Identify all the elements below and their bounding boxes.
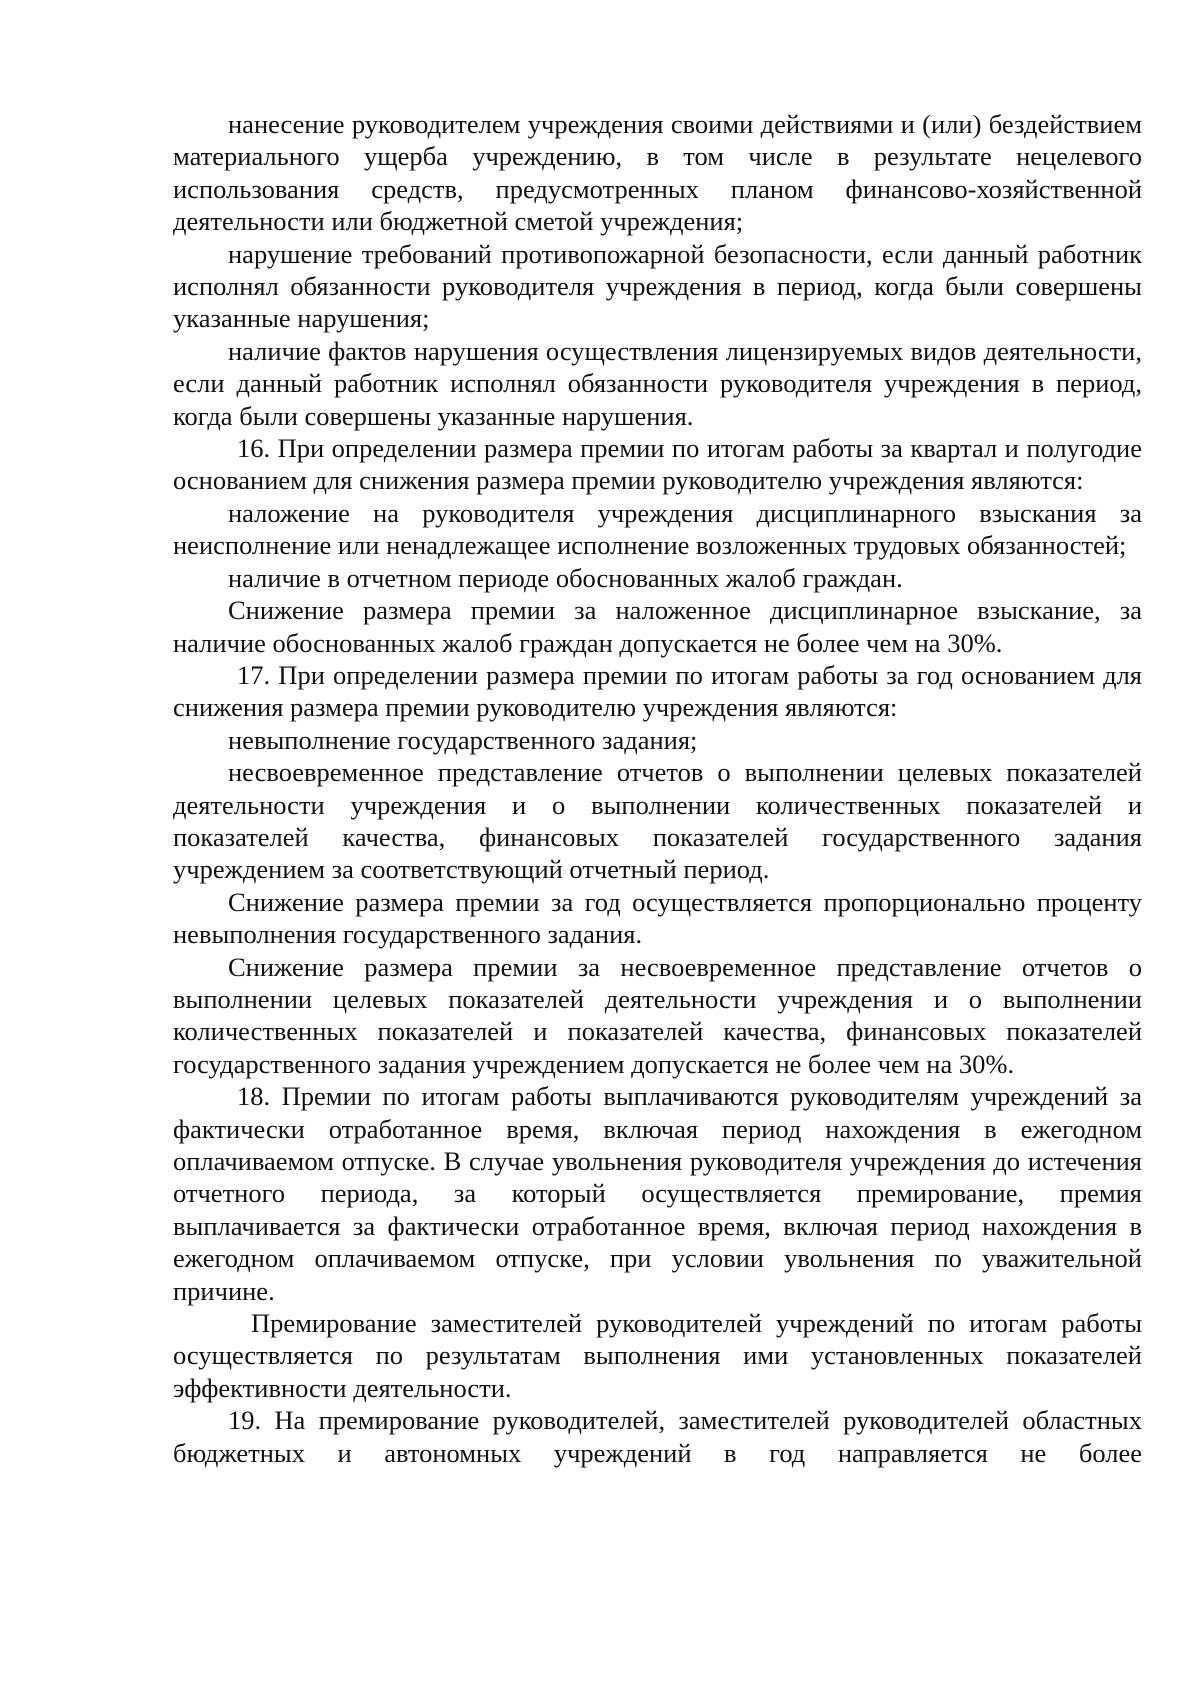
paragraph-deputy-bonuses: Премирование заместителей руководителей учреждений по итогам работы осуществляется по результатам выполнения ими установленных показателей эффективности деятельности. <box>173 1308 1142 1403</box>
clause-18: 18. Премии по итогам работы выплачиваются руководителям учреждений за фактически отработанное время, включая период нахождения в ежегодном оплачиваемом отпуске. В случае увольнения руководителя учреждения до истечения отчетного периода, за который осуществляется премирование, премия выплачивается за фактически отработанное время, включая период нахождения в ежегодном оплачиваемом отпуске, при условии увольнения по уважительной причине. <box>173 1081 1142 1306</box>
paragraph-late-reports-reduction: Снижение размера премии за несвоевременное представление отчетов о выполнении целевых показателей деятельности учреждения и о выполнении количественных показателей и показателей качества, финансовых показателей государственного задания учреждением допускается не более чем на 30%. <box>173 951 1142 1079</box>
paragraph-fire-safety: нарушение требований противопожарной безопасности, если данный работник исполнял обязанности руководителя учреждения в период, когда были совершены указанные нарушения; <box>173 238 1142 334</box>
paragraph-proportional-reduction: Снижение размера премии за год осуществляется пропорционально проценту невыполнения государственного задания. <box>173 886 1142 950</box>
clause-16: 16. При определении размера премии по итогам работы за квартал и полугодие основанием для снижения размера премии руководителю учреждения являются: <box>173 433 1142 496</box>
paragraph-material-damage: нанесение руководителем учреждения своими действиями и (или) бездействием материального ущерба учреждению, в том числе в результате нецелевого использования средств, предусмотренных планом финансово-хозяйственной деятельности или бюджетной сметой учреждения; <box>173 109 1142 237</box>
clause-17: 17. При определении размера премии по итогам работы за год основанием для снижения размера премии руководителю учреждения являются: <box>173 659 1142 723</box>
paragraph-reduction-30-percent: Снижение размера премии за наложенное дисциплинарное взыскание, за наличие обоснованных жалоб граждан допускается не более чем на 30%. <box>173 595 1142 658</box>
document-page <box>173 108 1142 1469</box>
paragraph-licensing-violations: наличие фактов нарушения осуществления лицензируемых видов деятельности, если данный работник исполнял обязанности руководителя учреждения в период, когда были совершены указанные нарушения. <box>173 335 1142 431</box>
paragraph-state-task-failure: невыполнение государственного задания; <box>228 724 698 755</box>
paragraph-disciplinary-penalty: наложение на руководителя учреждения дисциплинарного взыскания за неисполнение или ненадлежащее исполнение возложенных трудовых обязанностей; <box>173 497 1142 561</box>
paragraph-late-reports: несвоевременное представление отчетов о выполнении целевых показателей деятельности учреждения и о выполнении количественных показателей и показателей качества, финансовых показателей государственного задания учреждением за соответствующий отчетный период. <box>173 757 1142 885</box>
paragraph-citizen-complaints: наличие в отчетном периоде обоснованных жалоб граждан. <box>228 562 903 593</box>
clause-19: 19. На премирование руководителей, заместителей руководителей областных бюджетных и автономных учреждений в год направляется не более <box>173 1405 1142 1468</box>
